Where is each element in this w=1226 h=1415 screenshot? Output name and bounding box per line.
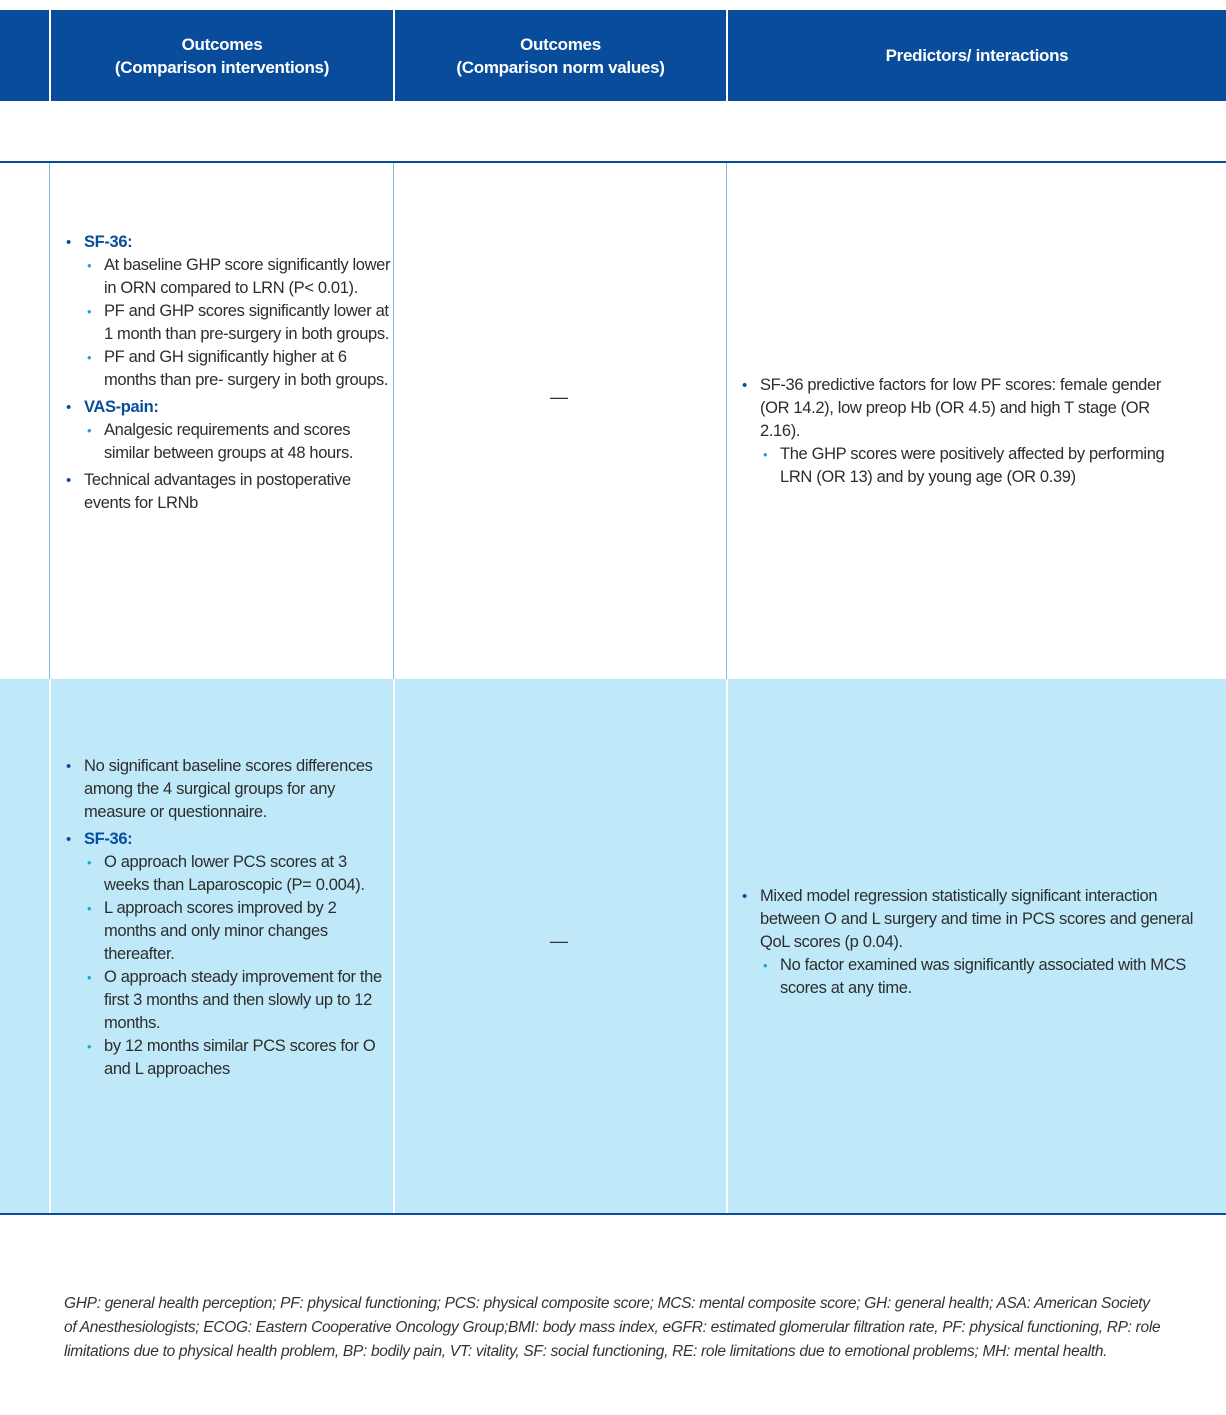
header-outcomes-interventions: Outcomes (Comparison interventions): [114, 34, 330, 77]
table-row: [0, 163, 1226, 679]
row1-predictors-cell: • SF-36 predictive factors for low PF scores: female gender (OR 14.2), low preop Hb (OR 4.5) and high T stage (OR 2.16). • The GHP scores were positively affected by performing LRN (OR 13) and by young age (OR 0.39): [738, 374, 1188, 489]
table-header: [0, 10, 1226, 101]
header-outcomes-norm: Outcomes (Comparison norm values): [456, 34, 665, 77]
header-predictors: Predictors/ interactions: [885, 46, 1069, 65]
row2-norm-value: —: [550, 931, 568, 951]
row1-norm-value: —: [550, 387, 568, 407]
row1-outcomes-cell: • SF-36: • At baseline GHP score significantly lower in ORN compared to LRN (P< 0.01). • PF and GHP scores significantly lower at 1 month than pre-surgery in both groups. • PF and GH significantly higher at 6 months than pre- surgery in both groups. • VAS-pain: • Analgesic requirements and scores similar between groups at 48 hours. • Technical advantages in postoperative events for LRNb: [62, 231, 392, 515]
row2-outcomes-cell: • No significant baseline scores differences among the 4 surgical groups for any measure or questionnaire. • SF-36: • O approach lower PCS scores at 3 weeks than Laparoscopic (P= 0.004). • L approach scores improved by 2 months and only minor changes thereafter. • O approach steady improvement for the first 3 months and then slowly up to 12 months. • by 12 months similar PCS scores for O and L approaches: [62, 755, 392, 1081]
footnote: GHP: general health perception; PF: physical functioning; PCS: physical composite score; MCS: mental composite score; GH: general health; ASA: American Society of Anesthesiologists; ECOG: Eastern Cooperative Oncology Group;BMI: body mass index, eGFR: estimated glomerular filtration rate, PF: physical functioning, RP: role limitations due to physical health problem, BP: bodily pain, VT: vitality, SF: social functioning, RE: role limitations due to emotional problems; MH: mental health.: [64, 1295, 1161, 1360]
table-row: [0, 679, 1226, 1213]
row2-predictors-cell: • Mixed model regression statistically significant interaction between O and L surgery and time in PCS scores and general QoL scores (p 0.04). • No factor examined was significantly associated with MCS scores at any time.: [738, 885, 1198, 1000]
